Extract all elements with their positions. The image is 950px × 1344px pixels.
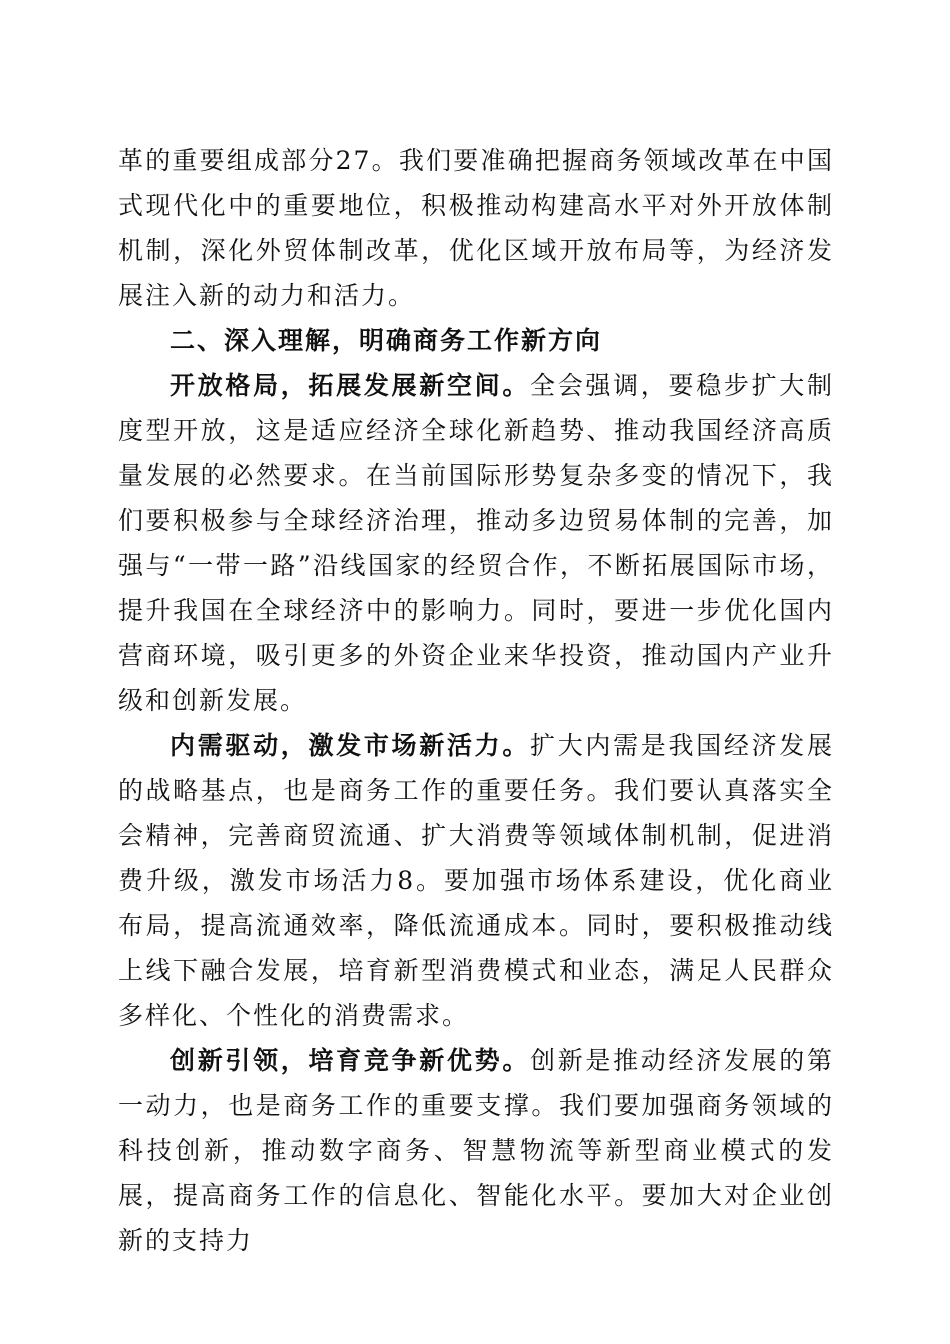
paragraph-body: 创新是推动经济发展的第一动力，也是商务工作的重要支撑。我们要加强商务领域的科技创新，推动数字商务、智慧物流等新型商业模式的发展，提高商务工作的信息化、智能化水平。要加大对企业创新的支持力: [118, 1046, 834, 1255]
paragraph-domestic-demand: [118, 723, 834, 1038]
paragraph-innovation: [118, 1038, 834, 1263]
paragraph-body: 全会强调，要稳步扩大制度型开放，这是适应经济全球化新趋势、推动我国经济高质量发展的必然要求。在当前国际形势复杂多变的情况下，我们要积极参与全球经济治理，推动多边贸易体制的完善，加强与“一带一路”沿线国家的经贸合作，不断拓展国际市场，提升我国在全球经济中的影响力。同时，要进一步优化国内营商环境，吸引更多的外资企业来华投资，推动国内产业升级和创新发展。: [118, 371, 834, 715]
intro-paragraph: 革的重要组成部分27。我们要准确把握商务领域改革在中国式现代化中的重要地位，积极推动构建高水平对外开放体制机制，深化外贸体制改革，优化区域开放布局等，为经济发展注入新的动力和活力。: [118, 146, 834, 310]
paragraph-opening-pattern: [118, 363, 834, 723]
section-heading: 二、深入理解，明确商务工作新方向: [170, 326, 603, 355]
document-body: [118, 138, 834, 1263]
paragraph-body: 扩大内需是我国经济发展的战略基点，也是商务工作的重要任务。我们要认真落实全会精神，完善商贸流通、扩大消费等领域体制机制，促进消费升级，激发市场活力8。要加强市场体系建设，优化商业布局，提高流通效率，降低流通成本。同时，要积极推动线上线下融合发展，培育新型消费模式和业态，满足人民群众多样化、个性化的消费需求。: [118, 731, 834, 1030]
paragraph-lead: 创新引领，培育竞争新优势。: [170, 1046, 531, 1075]
paragraph-lead: 内需驱动，激发市场新活力。: [170, 731, 531, 760]
paragraph-lead: 开放格局，拓展发展新空间。: [170, 371, 531, 400]
